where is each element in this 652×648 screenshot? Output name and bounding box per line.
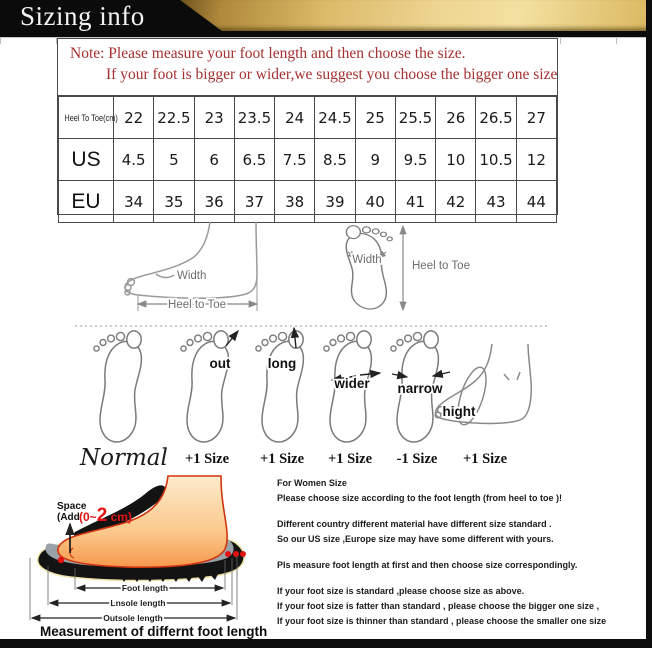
size-table <box>58 96 557 223</box>
space-label: Space <box>57 501 87 512</box>
info-line: Pls measure foot length at first and then choose size correspondingly. <box>277 560 578 570</box>
size-cell: 42 <box>436 181 476 223</box>
size-chart-box <box>57 38 558 215</box>
size-cell: 35 <box>154 181 194 223</box>
normal-label: Normal <box>80 445 168 470</box>
size-cell: 24.5 <box>315 97 355 139</box>
size-label: +1 Size <box>327 451 373 467</box>
footprint-out <box>181 331 229 442</box>
feature-label-wider: wider <box>334 376 370 391</box>
note-line-1: Note: Please measure your foot length and then choose the size. <box>70 45 466 62</box>
size-cell: 37 <box>234 181 274 223</box>
bottom-border <box>0 639 652 648</box>
size-cell: 22 <box>114 97 154 139</box>
row-label: US <box>59 139 114 181</box>
footprint-outline <box>346 226 392 309</box>
right-border <box>646 0 652 648</box>
info-text-block <box>277 476 643 629</box>
size-label: +1 Size <box>462 451 508 467</box>
info-line: If your foot size is fatter than standard , please choose the bigger one size , <box>277 601 600 611</box>
size-cell: 44 <box>516 181 556 223</box>
size-cell: 6 <box>194 139 234 181</box>
info-line: So our US size ,Europe size may have some different with yours. <box>277 534 554 544</box>
size-label: +1 Size <box>184 451 230 467</box>
size-cell: 43 <box>476 181 516 223</box>
size-label: +1 Size <box>259 451 305 467</box>
table-row-us <box>59 139 557 181</box>
info-line: Different country different material have different size standard . <box>277 519 552 529</box>
size-cell: 26.5 <box>476 97 516 139</box>
space-range-label: (0~2 cm) <box>79 505 132 526</box>
gold-ribbon <box>175 0 652 31</box>
size-cell: 41 <box>395 181 435 223</box>
info-line: Please choose size according to the foot length (from heel to toe )! <box>277 493 563 503</box>
feature-label-hight: hight <box>442 404 476 419</box>
size-cell: 10 <box>436 139 476 181</box>
sole-width-label: Width <box>352 254 382 266</box>
feature-label-out: out <box>209 356 231 371</box>
size-cell: 8.5 <box>315 139 355 181</box>
shoe-measurement-diagram <box>25 470 260 628</box>
feature-label-long: long <box>267 356 297 371</box>
side-foot-drawing <box>125 222 257 298</box>
page-title: Sizing info <box>20 1 145 31</box>
size-cell: 34 <box>114 181 154 223</box>
size-cell: 9 <box>355 139 395 181</box>
size-cell: 4.5 <box>114 139 154 181</box>
size-cell: 25 <box>355 97 395 139</box>
feature-label-narrow: narrow <box>397 381 443 396</box>
row-label: EU <box>59 181 114 223</box>
size-cell: 25.5 <box>395 97 435 139</box>
size-cell: 23 <box>194 97 234 139</box>
side-width-label: Width <box>177 270 207 282</box>
sole-length-label: Heel to Toe <box>412 260 470 272</box>
size-cell: 38 <box>275 181 315 223</box>
note-line-2: If your foot is bigger or wider,we suggest you choose the bigger one size <box>106 66 558 83</box>
foot-types-diagram <box>60 322 560 470</box>
size-cell: 40 <box>355 181 395 223</box>
row-label: Heel To Toe(cm) <box>63 97 108 139</box>
note-text <box>58 39 557 96</box>
foot-length-label: Foot length <box>121 583 169 593</box>
size-cell: 26 <box>436 97 476 139</box>
size-label: -1 Size <box>396 451 438 467</box>
size-cell: 27 <box>516 97 556 139</box>
info-line: If your foot size is standard ,please choose size as above. <box>277 586 525 596</box>
insole-length-label: Lnsole length <box>110 598 166 608</box>
side-length-label: Heel to Toe <box>168 299 226 311</box>
info-line: For Women Size <box>277 478 347 488</box>
size-cell: 36 <box>194 181 234 223</box>
header-bar <box>0 0 652 37</box>
size-cell: 39 <box>315 181 355 223</box>
footprint-normal <box>94 331 142 442</box>
size-cell: 6.5 <box>234 139 274 181</box>
outsole-length-label: Outsole length <box>103 613 163 623</box>
size-cell: 5 <box>154 139 194 181</box>
size-cell: 9.5 <box>395 139 435 181</box>
size-cell: 12 <box>516 139 556 181</box>
measure-diagram <box>60 222 560 320</box>
shoe-illustration <box>38 476 246 582</box>
table-row-heel-to-toe <box>59 97 557 139</box>
size-cell: 7.5 <box>275 139 315 181</box>
diagram-caption: Measurement of differnt foot length <box>40 624 268 639</box>
table-row-eu <box>59 181 557 223</box>
info-line: If your foot size is thinner than standard , please choose the smaller one size <box>277 616 607 626</box>
size-cell: 23.5 <box>234 97 274 139</box>
size-cell: 22.5 <box>154 97 194 139</box>
add-label: (Add <box>57 512 80 523</box>
size-cell: 10.5 <box>476 139 516 181</box>
size-cell: 24 <box>275 97 315 139</box>
